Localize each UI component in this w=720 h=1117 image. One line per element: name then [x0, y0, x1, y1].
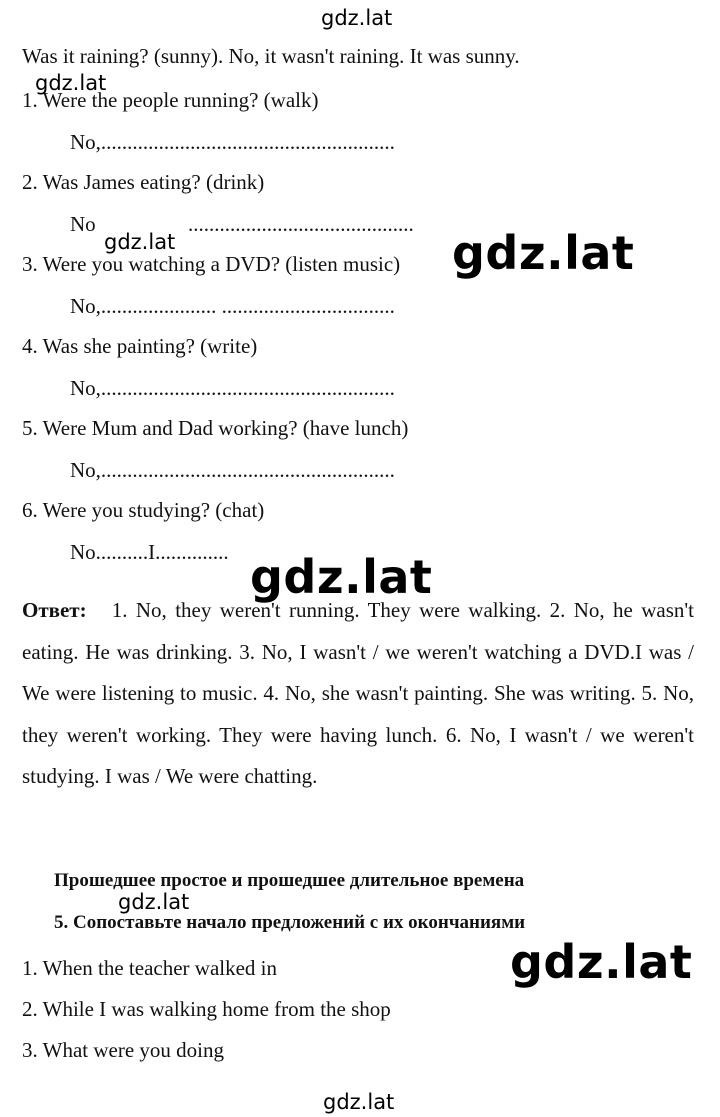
- watermark-small: gdz.lat: [35, 71, 107, 95]
- answer-text: 1. No, they weren't running. They were walking. 2. No, he wasn't eating. He was drinking. 3. No, I wasn't / we weren't watching a DVD.I was / We were listening to music. 4. No, she wasn't painting. She was writing. 5. No, they weren't working. They were having lunch. 6. No, I wasn't / we weren't studying. I was / We were chatting.: [22, 598, 694, 788]
- answer-label: Ответ:: [22, 598, 87, 622]
- watermark-small: gdz.lat: [118, 890, 190, 914]
- answer-blank-3: No,...................... .................................: [70, 294, 395, 318]
- question-4: 4. Was she painting? (write): [22, 334, 258, 358]
- answer-blank-2b: ...........................................: [188, 212, 414, 236]
- answer-blank-6: No..........I..............: [70, 540, 229, 564]
- answer-blank-1: No,........................................................: [70, 130, 395, 154]
- exercise-title: 5. Сопоставьте начало предложений с их окончаниями: [54, 912, 526, 933]
- watermark-bottom: gdz.lat: [323, 1090, 395, 1114]
- answer-blank-2a: No: [70, 212, 96, 236]
- watermark-large: gdz.lat: [510, 935, 693, 989]
- question-3: 3. Were you watching a DVD? (listen music): [22, 252, 401, 276]
- example-sentence: Was it raining? (sunny). No, it wasn't raining. It was sunny.: [22, 44, 520, 68]
- list-item: 1. When the teacher walked in: [22, 956, 278, 980]
- watermark-top: gdz.lat: [321, 6, 393, 30]
- question-6: 6. Were you studying? (chat): [22, 498, 265, 522]
- watermark-large: gdz.lat: [452, 226, 635, 280]
- watermark-small: gdz.lat: [104, 230, 176, 254]
- answer-paragraph: [22, 590, 694, 798]
- list-item: 3. What were you doing: [22, 1038, 224, 1062]
- answer-blank-4: No,........................................................: [70, 376, 395, 400]
- watermark-large: gdz.lat: [250, 550, 433, 604]
- list-item: 2. While I was walking home from the shop: [22, 997, 391, 1021]
- question-2: 2. Was James eating? (drink): [22, 170, 265, 194]
- section-title: Прошедшее простое и прошедшее длительное времена: [54, 870, 525, 891]
- answer-blank-5: No,........................................................: [70, 458, 395, 482]
- question-5: 5. Were Mum and Dad working? (have lunch): [22, 416, 409, 440]
- question-1: 1. Were the people running? (walk): [22, 88, 319, 112]
